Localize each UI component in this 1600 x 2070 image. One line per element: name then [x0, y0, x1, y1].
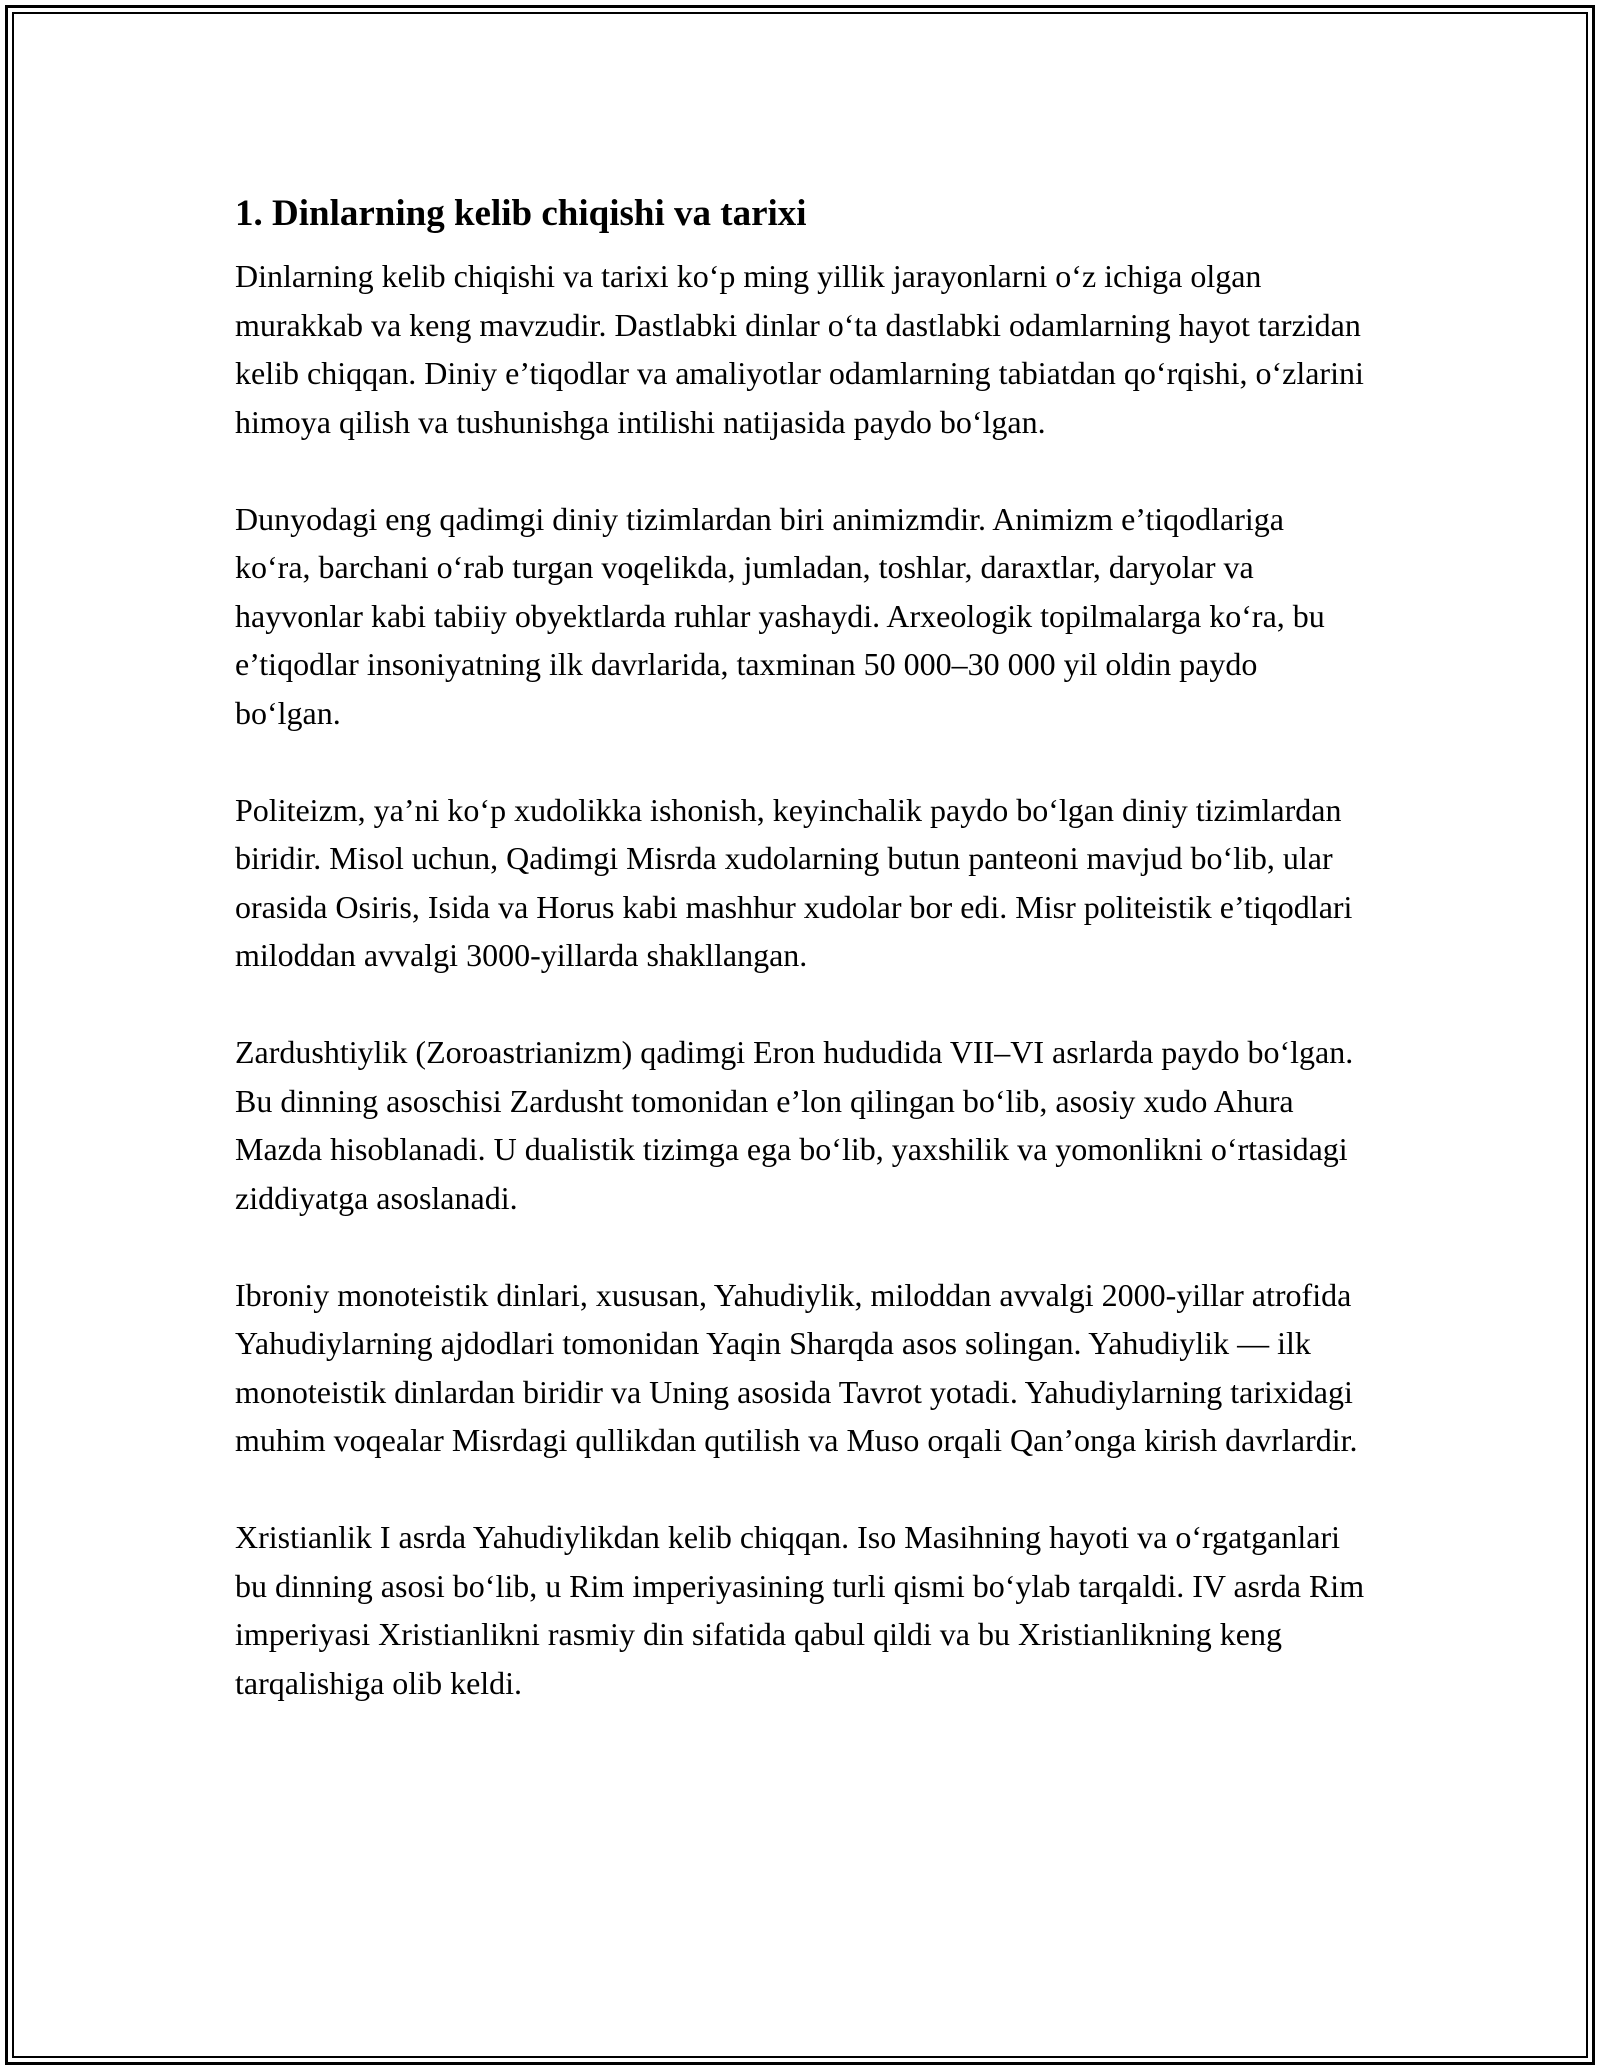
paragraph-polytheism: Politeizm, ya’ni ko‘p xudolikka ishonish, keyinchalik paydo bo‘lgan diniy tizimlardan biridir. Misol uchun, Qadimgi Misrda xudolarning butun panteoni mavjud bo‘lib, ular orasida Osiris, Isida va Horus kabi mashhur xudolar bor edi. Misr politeistik e’tiqodlari miloddan avvalgi 3000-yillarda shakllangan.	[235, 791, 1353, 973]
document-body	[235, 185, 1365, 1707]
paragraph-zoroastrianism: Zardushtiylik (Zoroastrianizm) qadimgi Eron hududida VII–VI asrlarda paydo bo‘lgan. Bu dinning asoschisi Zardusht tomonidan e’lon qilingan bo‘lib, asosiy xudo Ahura Mazda hisoblanadi. U dualistik tizimga ega bo‘lib, yaxshilik va yomonlikni o‘rtasidagi ziddiyatga asoslanadi.	[235, 1034, 1354, 1216]
paragraph-origins: Dinlarning kelib chiqishi va tarixi ko‘p ming yillik jarayonlarni o‘z ichiga olgan murakkab va keng mavzudir. Dastlabki dinlar o‘ta dastlabki odamlarning hayot tarzidan kelib chiqqan. Diniy e’tiqodlar va amaliyotlar odamlarning tabiatdan qo‘rqishi, o‘zlarini himoya qilish va tushunishga intilishi natijasida paydo bo‘lgan.	[235, 258, 1364, 440]
paragraph-christianity: Xristianlik I asrda Yahudiylikdan kelib chiqqan. Iso Masihning hayoti va o‘rgatganlari bu dinning asosi bo‘lib, u Rim imperiyasining turli qismi bo‘ylab tarqaldi. IV asrda Rim imperiyasi Xristianlikni rasmiy din sifatida qabul qildi va bu Xristianlikning keng tarqalishiga olib keldi.	[235, 1519, 1365, 1701]
paragraph-animism: Dunyodagi eng qadimgi diniy tizimlardan biri animizmdir. Animizm e’tiqodlariga ko‘ra, barchani o‘rab turgan voqelikda, jumladan, toshlar, daraxtlar, daryolar va hayvonlar kabi tabiiy obyektlarda ruhlar yashaydi. Arxeologik topilmalarga ko‘ra, bu e’tiqodlar insoniyatning ilk davrlarida, taxminan 50 000–30 000 yil oldin paydo bo‘lgan.	[235, 500, 1325, 731]
section-heading: 1. Dinlarning kelib chiqishi va tarixi	[235, 193, 807, 234]
paragraph-judaism: Ibroniy monoteistik dinlari, xususan, Yahudiylik, miloddan avvalgi 2000-yillar atrofida Yahudiylarning ajdodlari tomonidan Yaqin Sharqda asos solingan. Yahudiylik — ilk monoteistik dinlardan biridir va Uning asosida Tavrot yotadi. Yahudiylarning tarixidagi muhim voqealar Misrdagi qullikdan qutilish va Muso orqali Qan’onga kirish davrlardir.	[235, 1276, 1358, 1458]
